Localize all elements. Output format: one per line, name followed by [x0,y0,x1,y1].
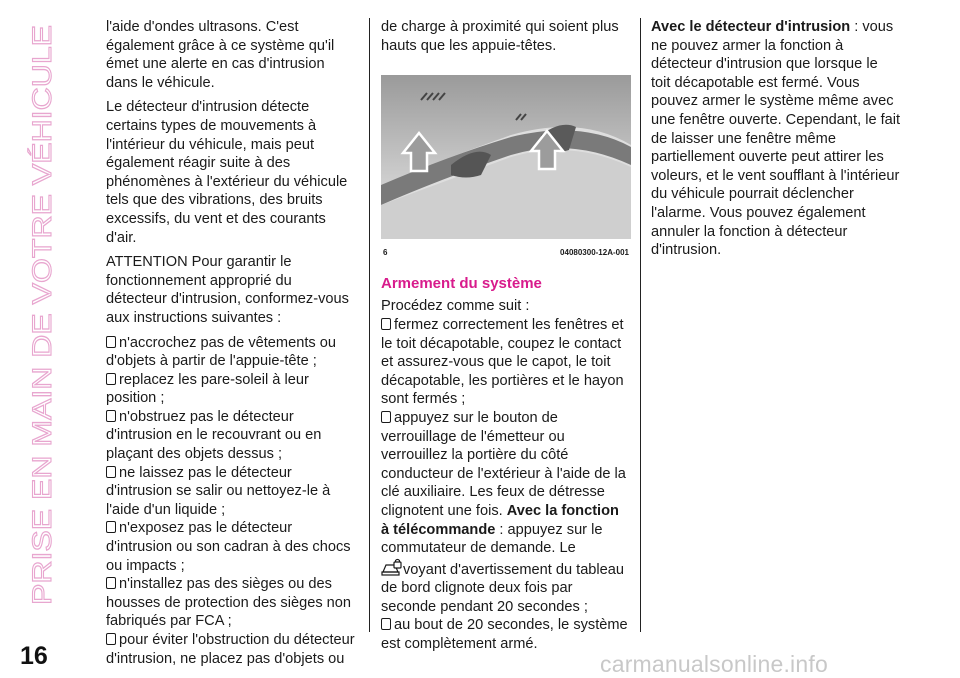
figure-image [381,75,631,239]
list-item: n'obstruez pas le détecteur d'intrusion en le recouvrant ou en plaçant des objets dessus ; [106,408,322,463]
page-number: 16 [20,642,48,670]
paragraph: Procédez comme suit : [381,298,530,315]
section-heading: Armement du système [381,274,542,292]
column-1 [106,18,356,668]
bullet-icon [381,318,391,330]
bullet-icon [106,336,116,348]
list-item: pour éviter l'obstruction du détecteur d'intrusion, ne placez pas d'objets ou [106,632,355,667]
bold-lead: Avec le détecteur d'intrusion [651,19,851,35]
side-title-text: PRISE EN MAIN DE VOTRE VÉHICULE [27,115,57,605]
security-warning-light-icon [381,558,403,578]
column-2 [381,18,631,654]
figure-code: 04080300-12A-001 [560,248,629,258]
list-item: ne laissez pas le détecteur d'intrusion se salir ou nettoyez-le à l'aide d'un liquide ; [106,464,331,518]
bullet-icon [106,410,116,422]
paragraph: Le détecteur d'intrusion détecte certains types de mouvements à l'intérieur du véhicule, mais peut également réagir suite à des phénomènes à l'extérieur du véhicule tels que des vibrations, des bruits excessifs, du vent et des courants d'air. [106,99,348,246]
column-divider [640,18,641,632]
bullet-icon [106,521,116,533]
list-item: n'installez pas des sièges ou des housses de protection des sièges non fabriqués par FCA ; [106,576,352,630]
figure-number: 6 [383,248,388,258]
paragraph: Avec le détecteur d'intrusion : vous ne pouvez armer la fonction à détecteur d'intrusion que lorsque le toit décapotable est fermé. Vous pouvez armer le système même avec une fenêtre ouverte. Cependant, le fait de laisser une fenêtre même partiellement ouverte peut attirer les voleurs, et le vent soufflant à l'intérieur du véhicule pourrait déclencher l'alarme. Vous pouvez également annuler la fonction à détecteur d'intrusion. [651,19,901,259]
interior-sensor-illustration [381,75,631,239]
list-item: replacez les pare-soleil à leur position ; [106,371,309,407]
list-item: appuyez sur le bouton de verrouillage de l'émetteur ou verrouillez la portière du côté conducteur de l'extérieur à l'aide de la clé auxiliaire. Les feux de détresse clignotent une fois. Avec la fonction à télécommande : appuyez sur le commutateur de demande. Le voyant d'avertissement du tableau de bord clignote deux fois par seconde pendant 20 secondes ; [381,409,626,615]
list-item: n'exposez pas le détecteur d'intrusion ou son cadran à des chocs ou impacts ; [106,520,351,574]
list-item: n'accrochez pas de vêtements ou d'objets à partir de l'appuie-tête ; [106,334,336,370]
column-divider [369,18,370,632]
watermark: carmanualsonline.info [600,651,828,677]
paragraph: de charge à proximité qui soient plus hauts que les appuie-têtes. [381,19,619,54]
figure-caption [381,244,631,263]
attention-paragraph: ATTENTION Pour garantir le fonctionnement approprié du détecteur d'intrusion, conformez-vous aux instructions suivantes : [106,254,349,326]
bullet-icon [106,373,116,385]
bullet-icon [381,618,391,630]
bullet-icon [106,633,116,645]
list-item: fermez correctement les fenêtres et le toit décapotable, coupez le contact et assurez-vous que le capot, le toit décapotable, les portières et le hayon sont fermés ; [381,316,624,408]
bullet-icon [106,577,116,589]
side-chapter-title [20,20,60,610]
bullet-icon [106,466,116,478]
list-item: au bout de 20 secondes, le système est complètement armé. [381,617,628,653]
bullet-icon [381,411,391,423]
column-3 [651,18,901,266]
paragraph: l'aide d'ondes ultrasons. C'est également grâce à ce système qu'il émet une alerte en cas d'intrusion dans le véhicule. [106,19,335,91]
